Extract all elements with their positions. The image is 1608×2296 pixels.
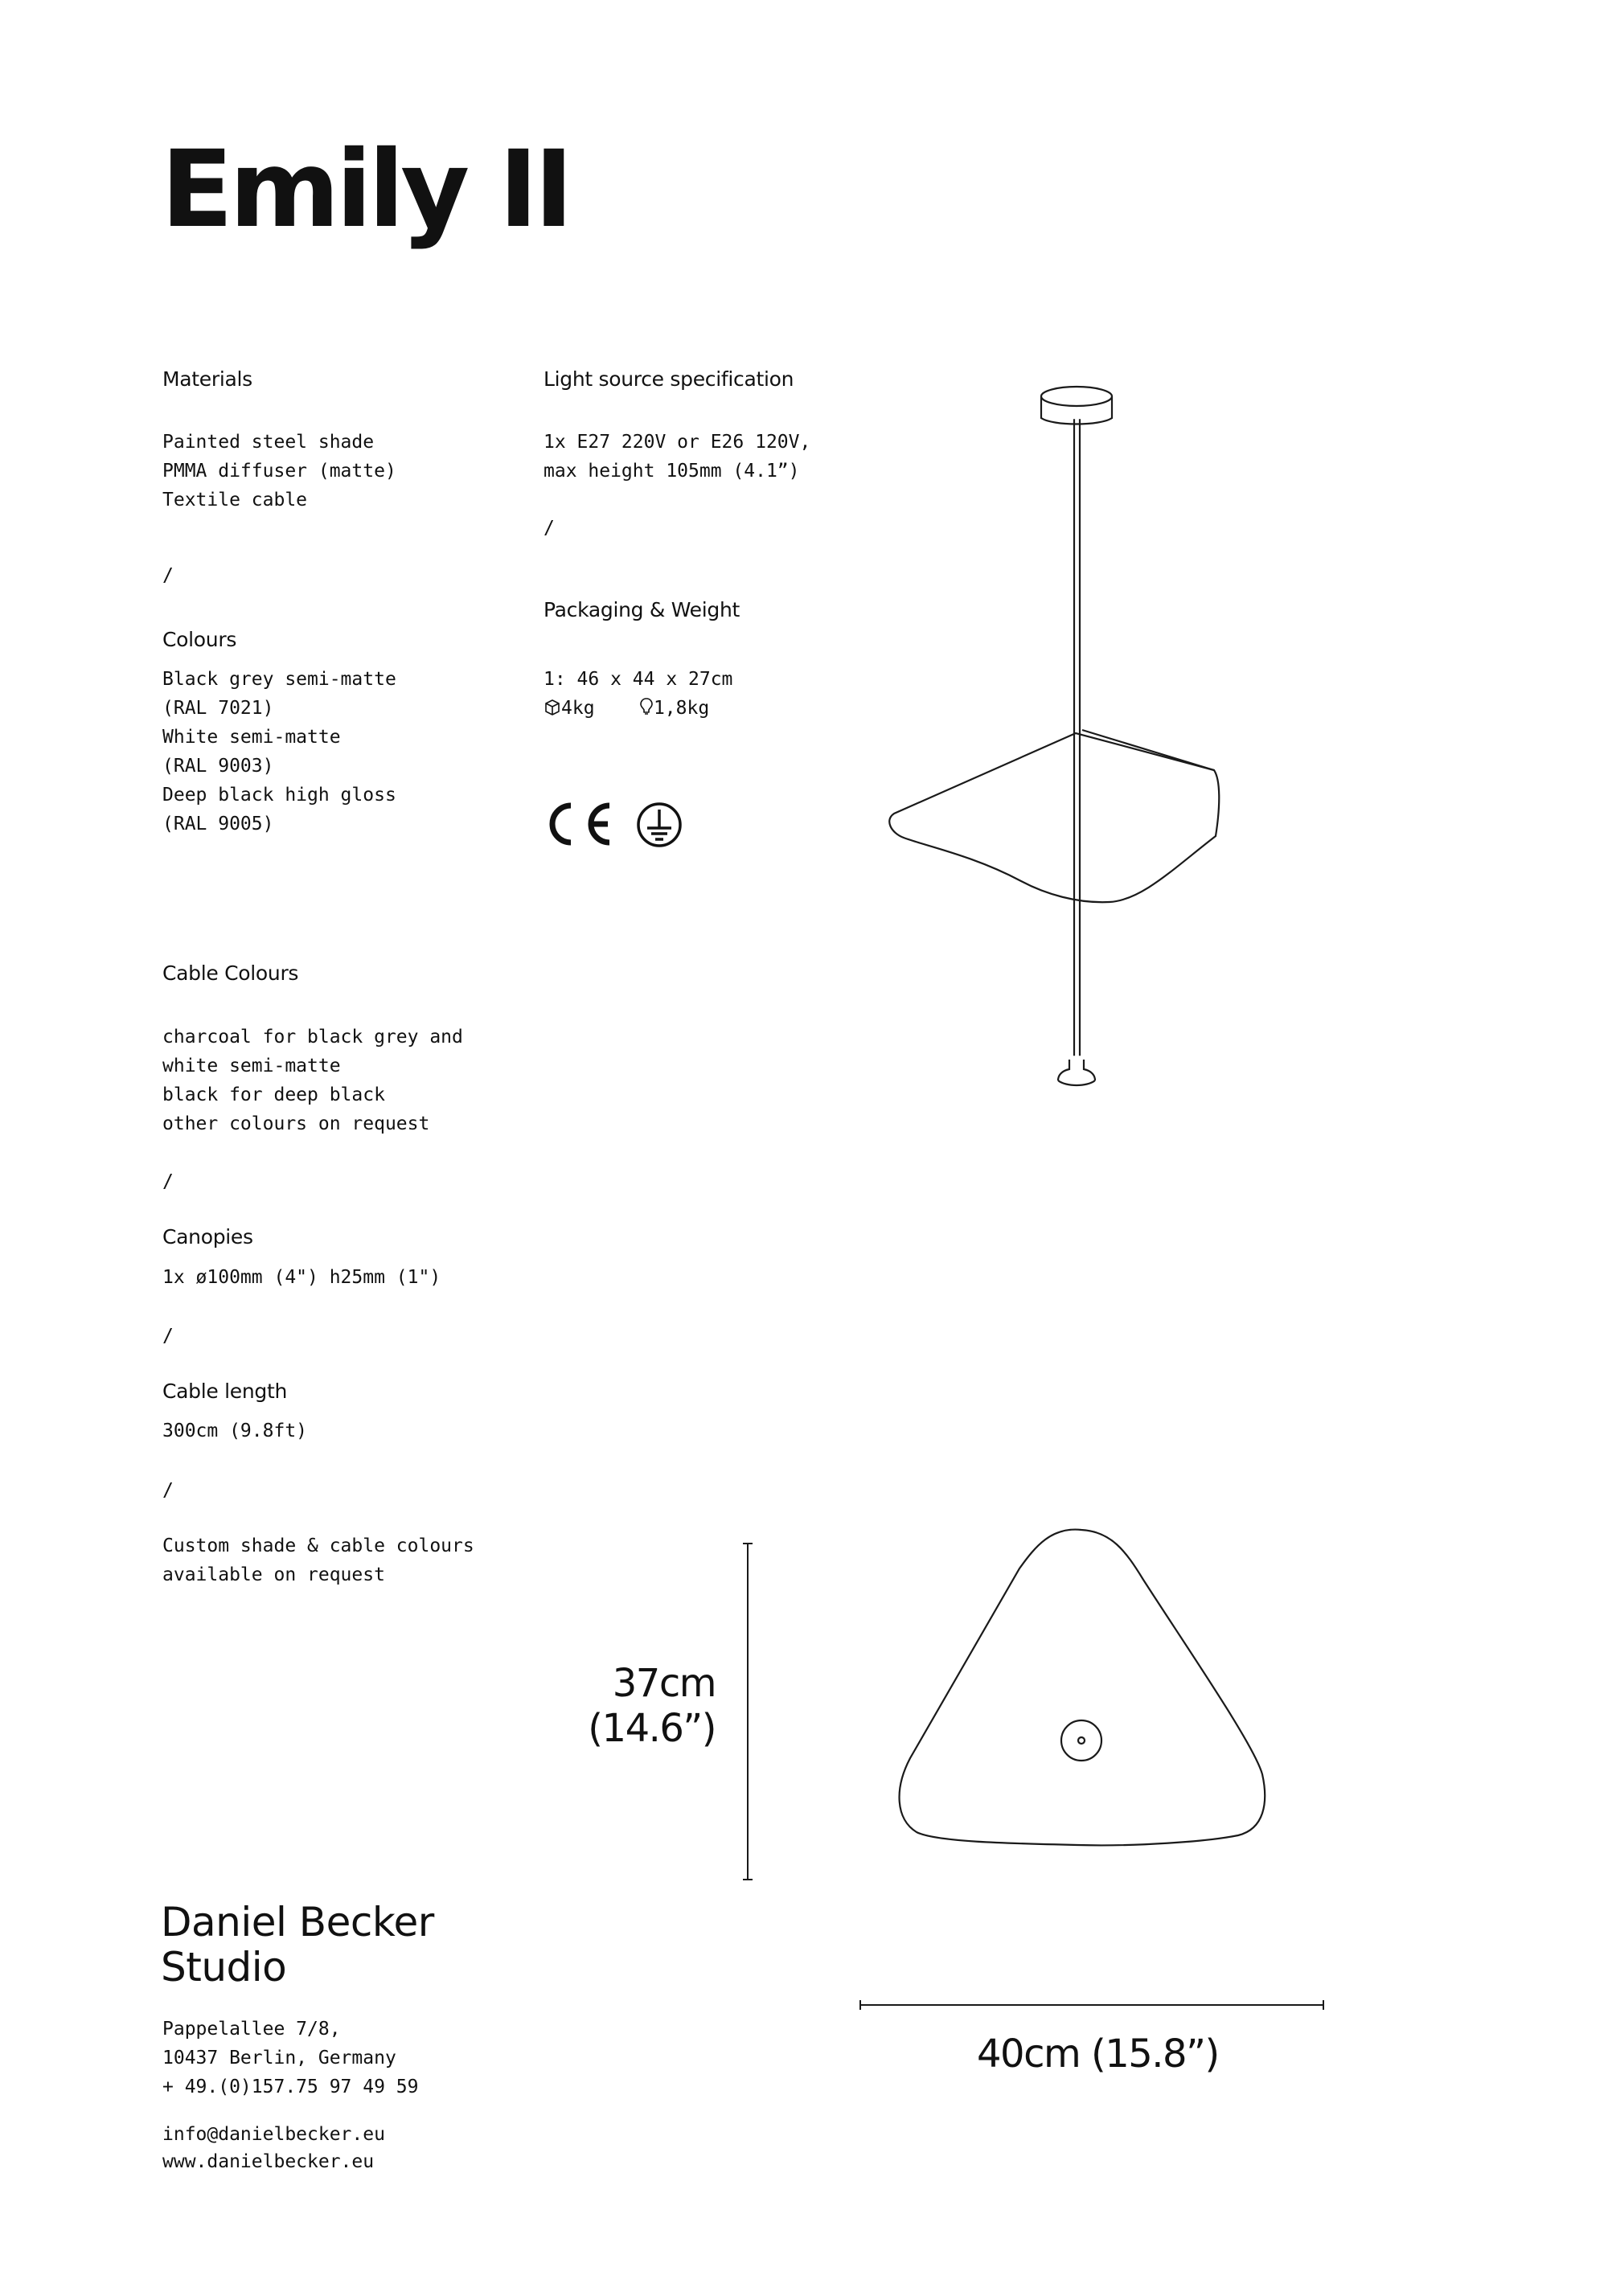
custom-note-line: Custom shade & cable colours — [162, 1535, 474, 1556]
cable-colours-line: charcoal for black grey and — [162, 1027, 463, 1048]
lamp-top-view-drawing — [884, 1523, 1278, 1893]
custom-note — [162, 1531, 474, 1589]
width-dimension-label: 40cm (15.8”) — [977, 2032, 1219, 2077]
phone-number: + 49.(0)157.75 97 49 59 — [162, 2077, 419, 2097]
address-line: Pappelallee 7/8, — [162, 2019, 341, 2040]
lamp-side-view-drawing — [876, 370, 1246, 949]
height-imperial: (14.6”) — [588, 1706, 716, 1751]
website-link[interactable]: www.danielbecker.eu — [162, 2151, 375, 2172]
address-line: 10437 Berlin, Germany — [162, 2048, 396, 2068]
colours-line: Black grey semi-matte — [162, 669, 396, 690]
cable-colours-line: other colours on request — [162, 1113, 430, 1134]
packaging-dimensions: 1: 46 x 44 x 27cm — [544, 669, 733, 690]
colours-list — [162, 665, 396, 838]
protective-earth-icon — [636, 802, 683, 848]
colours-line: Deep black high gloss — [162, 785, 396, 806]
studio-contact — [162, 2121, 385, 2175]
separator: / — [162, 1326, 174, 1347]
colours-line: (RAL 7021) — [162, 698, 274, 719]
light-source-heading: Light source specification — [544, 367, 794, 391]
cable-colours-list — [162, 1023, 463, 1138]
materials-line: PMMA diffuser (matte) — [162, 461, 396, 482]
colours-line: (RAL 9003) — [162, 756, 274, 777]
product-title: Emily II — [161, 128, 570, 252]
cable-length-value: 300cm (9.8ft) — [162, 1421, 308, 1441]
separator: / — [162, 1171, 174, 1192]
separator: / — [162, 1480, 174, 1501]
cable-length-heading: Cable length — [162, 1380, 288, 1403]
materials-line: Textile cable — [162, 490, 308, 510]
studio-name-line: Daniel Becker — [161, 1899, 434, 1945]
cable-colours-heading: Cable Colours — [162, 961, 299, 985]
packaging-details — [544, 665, 732, 723]
lamp-icon — [639, 697, 654, 716]
materials-heading: Materials — [162, 367, 252, 391]
light-source-list — [544, 428, 810, 486]
width-dimension-line — [859, 1997, 1325, 2013]
studio-address — [162, 2015, 419, 2101]
height-metric: 37cm — [612, 1661, 716, 1706]
cable-colours-line: black for deep black — [162, 1084, 385, 1105]
separator: / — [162, 565, 174, 586]
studio-name-line: Studio — [161, 1944, 287, 1991]
gross-weight: 4kg — [561, 698, 595, 719]
height-dimension-label — [588, 1661, 716, 1751]
separator: / — [544, 518, 555, 539]
net-weight: 1,8kg — [653, 698, 710, 719]
light-source-line: 1x E27 220V or E26 120V, — [544, 432, 811, 453]
colours-line: White semi-matte — [162, 727, 341, 748]
materials-line: Painted steel shade — [162, 432, 375, 453]
studio-name — [161, 1900, 434, 1990]
canopies-heading: Canopies — [162, 1225, 253, 1248]
colours-line: (RAL 9005) — [162, 814, 274, 834]
packaging-heading: Packaging & Weight — [544, 598, 740, 621]
materials-list — [162, 428, 396, 515]
canopies-value: 1x ø100mm (4") h25mm (1") — [162, 1267, 441, 1288]
cable-colours-line: white semi-matte — [162, 1056, 341, 1076]
ce-mark-icon — [547, 799, 627, 849]
packaging-weights — [544, 694, 732, 723]
box-icon — [544, 699, 561, 716]
custom-note-line: available on request — [162, 1564, 385, 1585]
colours-heading: Colours — [162, 628, 237, 651]
height-dimension-line — [740, 1542, 756, 1881]
email-link[interactable]: info@danielbecker.eu — [162, 2124, 385, 2145]
light-source-line: max height 105mm (4.1”) — [544, 461, 800, 482]
